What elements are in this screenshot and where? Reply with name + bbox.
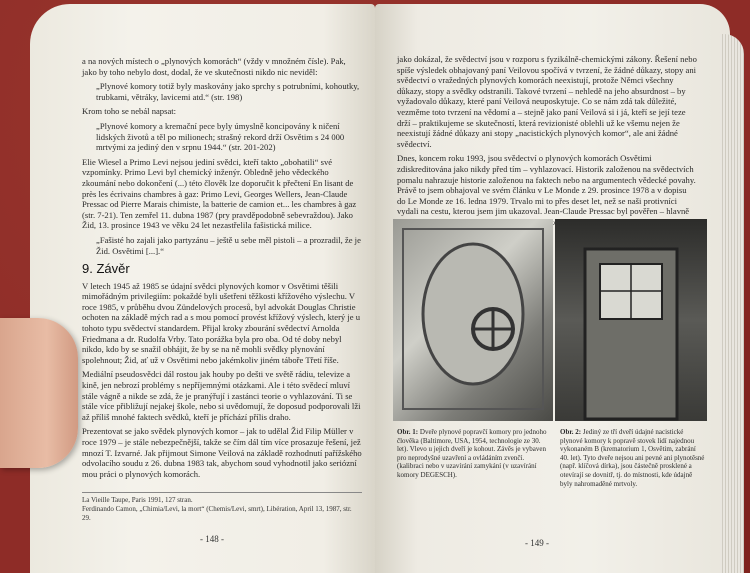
left-page-number: - 148 - [200,534,224,544]
left-quote-2: „Plynové komory a kremační pece byly úmyslně koncipovány k ničení lidských životů a těl po milionech; strašný rekord drží Osvětim s 24 000 mrtvými za jediný den v srpnu 1944.“ (str. 201-202) [96,120,345,153]
page-edges [720,34,744,573]
caption-1-text: Dveře plynové popravčí komory pro jednoho člověka (Baltimore, USA, 1954, technologie ze 30. let). Vlevo u jejich dveří je kohout. Závěs je vybaven pro neprodyšné uzavření a ovládáním zvenčí. (kalibraci nebo v uzavírání zamykání (v uzavírání komory DEGESCH). [397,428,547,479]
caption-1 [397,428,549,480]
left-quote-3: „Fašisté ho zajali jako partyzánu – ještě u sebe měl pistoli – a prozradil, že je Žid. Osvětimi [...].“ [96,234,361,256]
left-paragraph-1: a na nových místech o „plynových komorách“ (vždy v množném čísle). Pak, jako by toho nebylo dost, dodal, že ve skutečnosti nikdo nic neviděl: [82,56,346,77]
photo-gas-chamber-door-usa [393,219,553,421]
left-quote-1: „Plynové komory totiž byly maskovány jako sprchy s potrubními, kohoutky, trubkami, větráky, lavicemi atd.“ (str. 198) [96,81,360,102]
footnotes [82,492,362,523]
right-paragraph-1: jako dokázal, že svědectví jsou v rozporu s fyzikálně-chemickými zákony. Řešení nebo spíše výsledek obhajovaný paní Veilovou spočívá v tvrzení, že žádné důkazy, stopy ani svědectví o vražedných plynových komorách neexistují, protože Němci všechny důkazy, stopy a svědky odstranili. Takové tvrzení – nehledě na jeho absurdnost – by vyžadovalo důkazy, které paní Veilová neuposkytuje. Co se nám zdá tak důležité, vezměme toto tvrzení na vědomí a – stejně jako paní Veilová si i já, kteří se její teze drží – praktikujeme se skutečností, která revizionisté oblehli už ke všemu nejen že neexistují žádné důkazy ani stopy „nacistických plynových komor“, ale ani žádné svědectví. [397,54,697,149]
left-page [30,4,375,573]
footnote-2: Ferdinando Camon, „Chimia/Levi, la mort“ (Chemis/Levi, smrt), Libération, April 13, 1987, str. 29. [82,505,352,522]
door-window-icon [555,219,707,421]
open-book [30,4,730,573]
right-page-number: - 149 - [525,538,549,548]
photo-auschwitz-door [555,219,707,421]
right-page-text [397,54,697,242]
caption-2-label: Obr. 2: [560,428,582,436]
caption-2-text: Jediný ze tří dveří údajné nacistické plynové komory k popravě stovek lidí najednou vykonaném B (krematorium 1, Osvětim, zabrání 40. let). Tyto dveře nejsou ani pevné ani plynotěsné (např. klíčová dírka), jsou částečně prosklené a otevírají se dovnitř, tj. do místnosti, kde údajně byly nahromaděné mrtvoly. [560,428,705,488]
left-paragraph-5: Mediální pseudosvědci dál rostou jak houby po dešti ve světě rádiu, televize a kině, jen nebrozí problémy s nepříjemnými otázkami. Ale i této svědecí mluví stále vágně a nikde se zdá, že je pranýřují i zastánci teorie o vyhlazování. Ti se stále více přibližují nejakej škole, nebo si uvědomují, že doposud podporovali lži až příliš mnohé faktech svědků, kteří je příchází přílis draho. [82,369,361,422]
left-paragraph-3: Elie Wiesel a Primo Levi nejsou jediní svědci, kteří takto „obohatili“ své vzpomínky. Primo Levi byl chemický inženýr. Obledně jeho vědeckého zkoumání nebo dokončení (...) této člověk lze doporučit k přečtení En lisant de près les écrivains chambres à gaz: Primo Levi, Georges Wellers, Jean-Claude Pressac od Pierre Marais chimiste, la batterie de camion et... les chambres à gaz (str. 7-21). Ten zemřel 11. dubna 1987 (pry pravděpodobně sebevraždou). Jako Žid, 13. prosince 1943 ve věku 24 let nezastřelila fašistická milice. [82,156,357,231]
section-heading: 9. Závěr [82,261,130,277]
caption-2 [560,428,705,488]
caption-1-label: Obr. 1: [397,428,419,436]
right-page [375,4,730,573]
left-paragraph-4: V letech 1945 až 1985 se údajní svědci plynových komor v Osvětimi těšili mimořádným privilegiím: pokaždé byli ušetřeni těžkosti křížového výslechu. V roce 1985, v průběhu dvou Zündelových procesů, byl advokát Douglas Christie ochoten na základě mých rad a s mou pomocí provést křížový výslech, který je u tohoto typu svědectví standardem. Přijal kroky zbourání svědectví Arnolda Friedmana a dr. Rudolfa Vrby. Tato porážka byla pro oba. Od té doby nebyl nikdo, kdo by se snažil obhájit, že by se na ně mohli svědky plynování spolehnout; Žid, ať už v Osvětimi nebo jakémkoliv jiném táboře Třetí říše. [82,280,361,365]
left-page-text [82,56,362,483]
left-paragraph-6: Prezentovat se jako svědek plynových komor – jak to udělal Žid Filip Müller v roce 1979 – je stále nebezpečnější, takže se čím dál tím více prosazuje řešení, jež mnozí T. Izvarné. Jak přijmout Simone Veilová na základě rozhodnutí pařížského odvolacího soudu z 26. dubna 1983 tak, abychom soud vyhodnotil jako seriózní mou práci o plynových komorách. [82,426,362,479]
hatch-wheel-icon [393,219,553,421]
left-paragraph-2: Krom toho se nebál napsat: [82,106,177,117]
thumb [0,318,78,468]
footnote-1: La Vieille Taupe, Paris 1991, 127 stran. [82,496,193,504]
right-paragraph-2: Dnes, koncem roku 1993, jsou svědectví o plynových komorách Osvětimi zdiskreditována jako nikdy před tím – vyhlazovací. Historik založenou na svědectvích pomalu nahrazuje historie založenou na faktech nebo na argumentech vědecké povahy. Právě to jsem obhajoval ve svém článku v Le Monde z 29. prosince 1978 a v dopisu do Le Monde ze 16. ledna 1979. Trvalo mi to přes deset let, než se naši protivníci vydali na cestu, kterou jsem jim ukazoval. Jean-Claude Pressac byl pověřen – hlavně [397,153,696,217]
